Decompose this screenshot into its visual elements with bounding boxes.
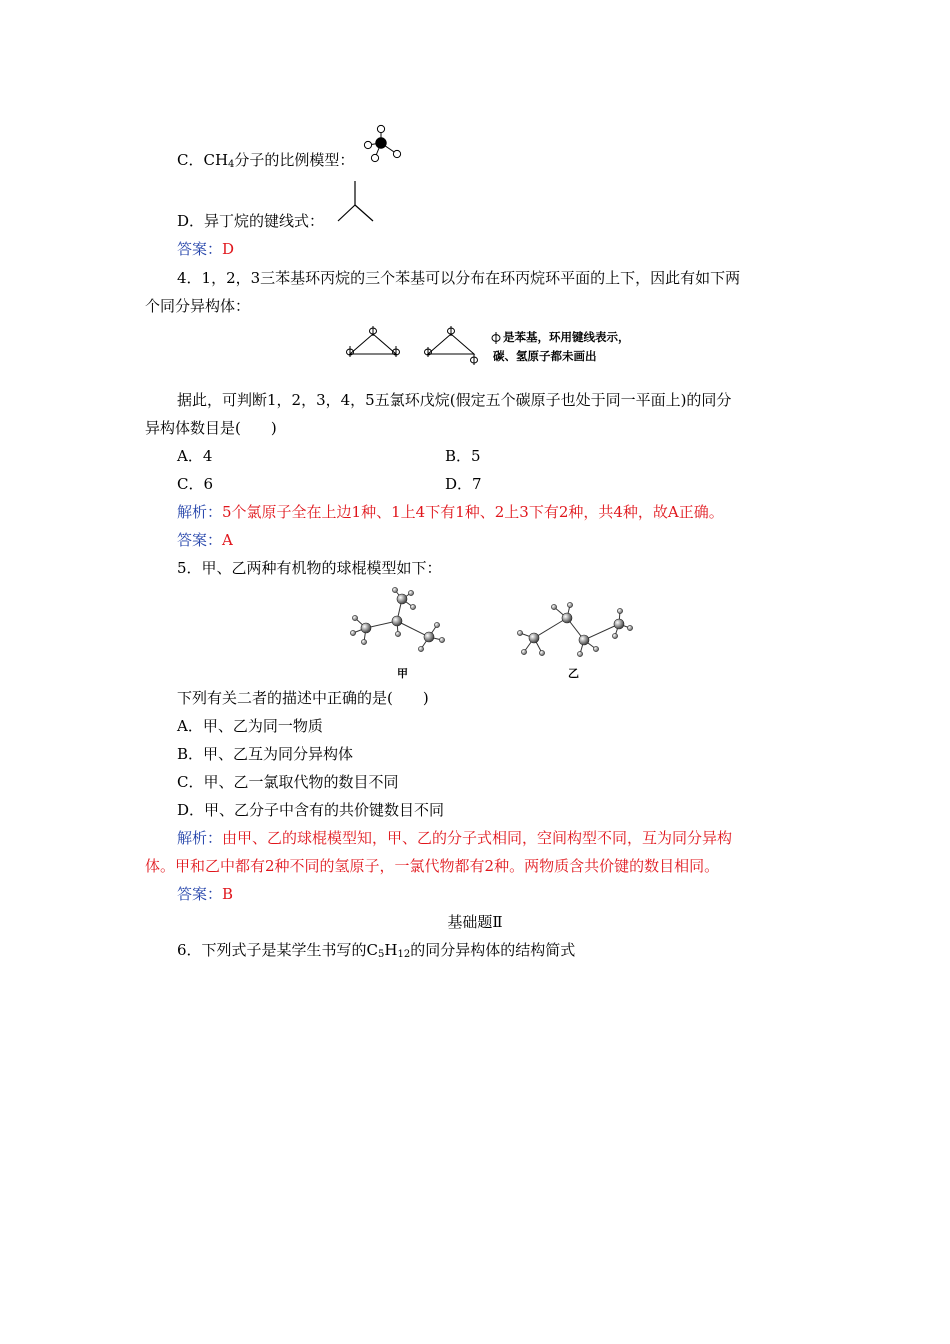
section-title: 基础题Ⅱ [447,913,503,931]
ch4-ratio-model-figure [355,122,405,168]
q4-option-c: C．6 [177,475,214,493]
q3-answer: 答案：D [177,240,235,258]
q3-option-d: D．异丁烷的键线式： [177,212,325,230]
q3-option-c: C．$CH_4$分子的比例模型： [177,151,355,170]
q5-question: 下列有关二者的描述中正确的是( ) [177,689,429,707]
ball-stick-model-yi [512,598,637,660]
q4-stem-line2: 个同分异构体： [145,297,251,315]
phenyl-legend-line2: 碳、氢原子都未画出 [493,349,597,363]
q5-answer: 答案：B [177,885,234,903]
phenyl-legend-line1: 是苯基，环用键线表示， [503,330,630,344]
q5-analysis-line2: 体。甲和乙中都有2种不同的氢原子，一氯代物都有2种。两物质含共价键的数目相同。 [145,857,720,875]
q5-option-a: A．甲、乙为同一物质 [177,717,323,735]
q5-analysis-line1: 解析：由甲、乙的球棍模型知，甲、乙的分子式相同，空间构型不同，互为同分异构 [177,829,733,847]
q4-text-line2: 异构体数目是( ) [145,419,277,437]
q4-option-b: B．5 [445,447,481,465]
q6-stem: 6．下列式子是某学生书写的$C_5H_{12}$的同分异构体的结构简式 [177,941,576,960]
q5-option-c: C．甲、乙一氯取代物的数目不同 [177,773,399,791]
q4-analysis: 解析：5个氯原子全在上边1种、1上4下有1种、2上3下有2种，共4种，故A正确。 [177,503,724,521]
triphenylcyclopropane-isomers-figure [340,322,500,368]
q4-answer: 答案：A [177,531,233,549]
isobutane-skeletal-figure [335,177,379,225]
q5-option-b: B．甲、乙互为同分异构体 [177,745,354,763]
phenyl-symbol-icon [490,331,502,345]
q5-stem: 5．甲、乙两种有机物的球棍模型如下： [177,559,442,577]
q4-text-line1: 据此，可判断1，2，3，4，5五氯环戊烷(假定五个碳原子也处于同一平面上)的同分 [177,391,732,409]
q4-option-a: A．4 [177,447,213,465]
model-label-yi: 乙 [568,667,579,680]
q4-stem-line1: 4．1，2，3三苯基环丙烷的三个苯基可以分布在环丙烷环平面的上下，因此有如下两 [177,269,741,287]
model-label-jia: 甲 [397,667,408,680]
q4-option-d: D．7 [445,475,482,493]
ball-stick-model-jia [345,585,450,665]
q5-option-d: D．甲、乙分子中含有的共价键数目不同 [177,801,445,819]
